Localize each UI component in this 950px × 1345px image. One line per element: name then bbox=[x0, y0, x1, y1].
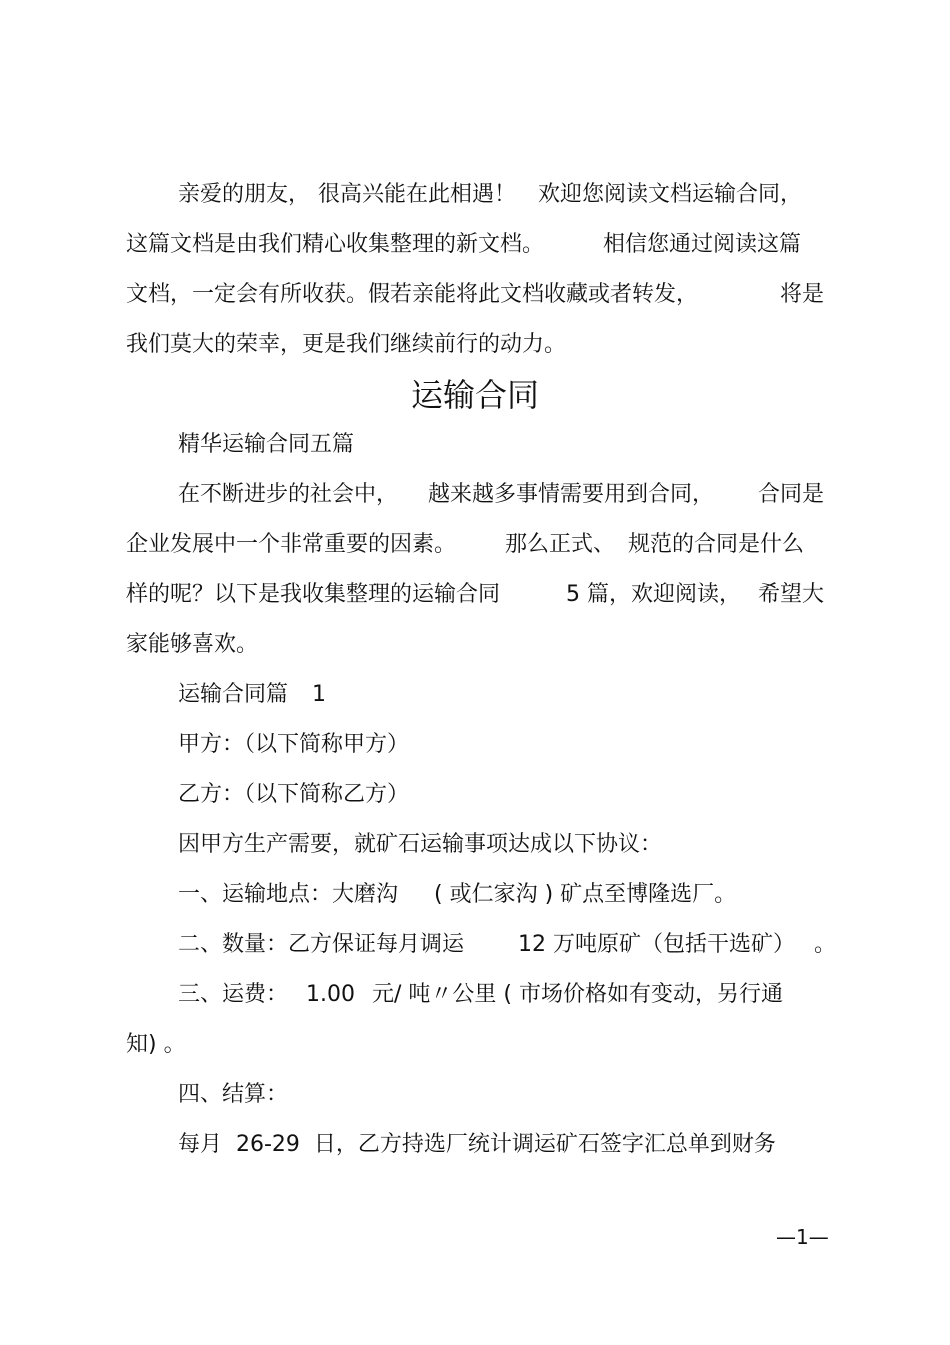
document-title: 运输合同 bbox=[410, 376, 539, 414]
section-heading-1: 运输合同篇 1 bbox=[178, 682, 326, 707]
party-b-line: 乙方：（以下简称乙方） bbox=[178, 782, 410, 807]
clause-1: 一、运输地点：大磨沟 ( 或仁家沟 ) 矿点至博隆选厂。 bbox=[178, 882, 737, 907]
paragraph-line-1: 在不断进步的社会中， 越来越多事情需要用到合同， 合同是 bbox=[178, 482, 825, 507]
paragraph-line-4: 家能够喜欢。 bbox=[126, 632, 259, 657]
page-number: —1— bbox=[776, 1225, 829, 1249]
subtitle: 精华运输合同五篇 bbox=[178, 432, 355, 457]
clause-2: 二、数量：乙方保证每月调运 12 万吨原矿（包括干选矿） 。 bbox=[178, 932, 837, 957]
clause-3: 三、运费： 1.00 元/ 吨〃公里 ( 市场价格如有变动，另行通 bbox=[178, 982, 783, 1007]
clause-4: 四、结算： bbox=[178, 1082, 289, 1107]
clause-4-detail: 每月 26-29 日，乙方持选厂统计调运矿石签字汇总单到财务 bbox=[178, 1132, 776, 1157]
clause-3-continuation: 知) 。 bbox=[126, 1032, 186, 1057]
paragraph-line-2: 企业发展中一个非常重要的因素。 那么正式、 规范的合同是什么 bbox=[126, 532, 805, 557]
intro-line-4: 我们莫大的荣幸，更是我们继续前行的动力。 bbox=[126, 332, 567, 357]
intro-line-3: 文档，一定会有所收获。假若亲能将此文档收藏或者转发， 将是 bbox=[126, 282, 825, 307]
agreement-line: 因甲方生产需要，就矿石运输事项达成以下协议： bbox=[178, 832, 663, 857]
paragraph-line-3: 样的呢？以下是我收集整理的运输合同 5 篇，欢迎阅读， 希望大 bbox=[126, 582, 825, 607]
intro-line-1: 亲爱的朋友， 很高兴能在此相遇！ 欢迎您阅读文档运输合同， bbox=[178, 182, 803, 207]
party-a-line: 甲方：（以下简称甲方） bbox=[178, 732, 410, 757]
intro-line-2: 这篇文档是由我们精心收集整理的新文档。 相信您通过阅读这篇 bbox=[126, 232, 802, 257]
